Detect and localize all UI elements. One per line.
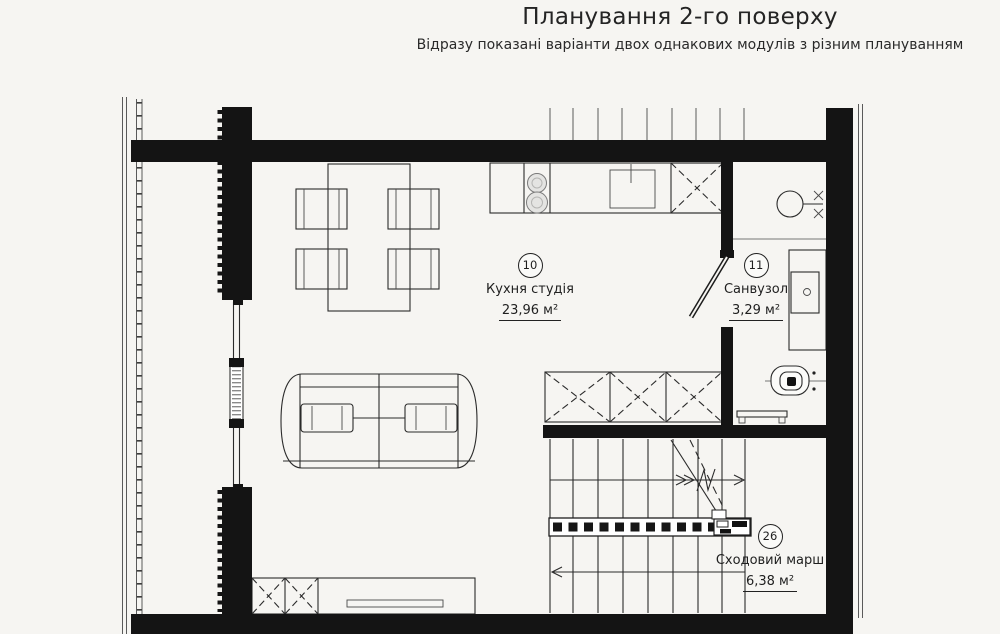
right-module-edge (859, 104, 863, 618)
page-subtitle: Відразу показані варіанти двох однакових модулів з різним плануванням (416, 37, 964, 53)
window (229, 299, 244, 490)
upper-stair-ticks (550, 108, 744, 140)
bathroom-wall-lower (721, 327, 733, 425)
wash-basin-icon (777, 191, 823, 218)
room-label-bathroom (691, 253, 821, 321)
chair (296, 249, 347, 289)
stair-cut-diagonal (671, 440, 720, 517)
chair (388, 189, 439, 229)
room-name: Кухня студія (486, 282, 574, 297)
bathroom-wall-upper (721, 162, 733, 254)
room-area: 3,29 м² (691, 300, 821, 321)
dining-set (296, 164, 439, 311)
left-wall-upper (222, 107, 252, 300)
stair-direction-arrow-up (550, 469, 744, 491)
bench-icon (737, 411, 787, 423)
appliance-cross-box (671, 163, 723, 213)
cooktop-burners-icon (527, 174, 548, 214)
room-area: 6,38 м² (697, 571, 843, 592)
chair (388, 249, 439, 289)
sofa-cushion (405, 404, 457, 432)
toilet-icon (765, 366, 826, 395)
room-number-badge: 10 (518, 253, 543, 278)
kitchen-counter (490, 163, 723, 213)
wardrobe-cross-boxes (545, 372, 722, 422)
sofa-cushion (301, 404, 353, 432)
chair (296, 189, 347, 229)
sofa (281, 374, 477, 468)
stair-cut-diagonal-dashed (690, 440, 725, 511)
kitchen-sink-icon (610, 164, 655, 208)
left-module-edge (123, 97, 143, 634)
bottom-cabinets (252, 578, 475, 614)
room-label-stairs (697, 524, 843, 592)
room-area: 23,96 м² (455, 300, 605, 321)
room-number-badge: 11 (744, 253, 769, 278)
room-number-badge: 26 (758, 524, 783, 549)
room-name: Санвузол (723, 282, 789, 297)
page-title: Планування 2-го поверху (522, 4, 838, 30)
bottom-wall (131, 614, 853, 634)
cabinet-handle (347, 600, 443, 607)
room-name: Сходовий марш (715, 553, 825, 568)
stair-wall (543, 425, 853, 438)
left-wall-lower (222, 487, 252, 615)
room-label-kitchen (455, 253, 605, 321)
